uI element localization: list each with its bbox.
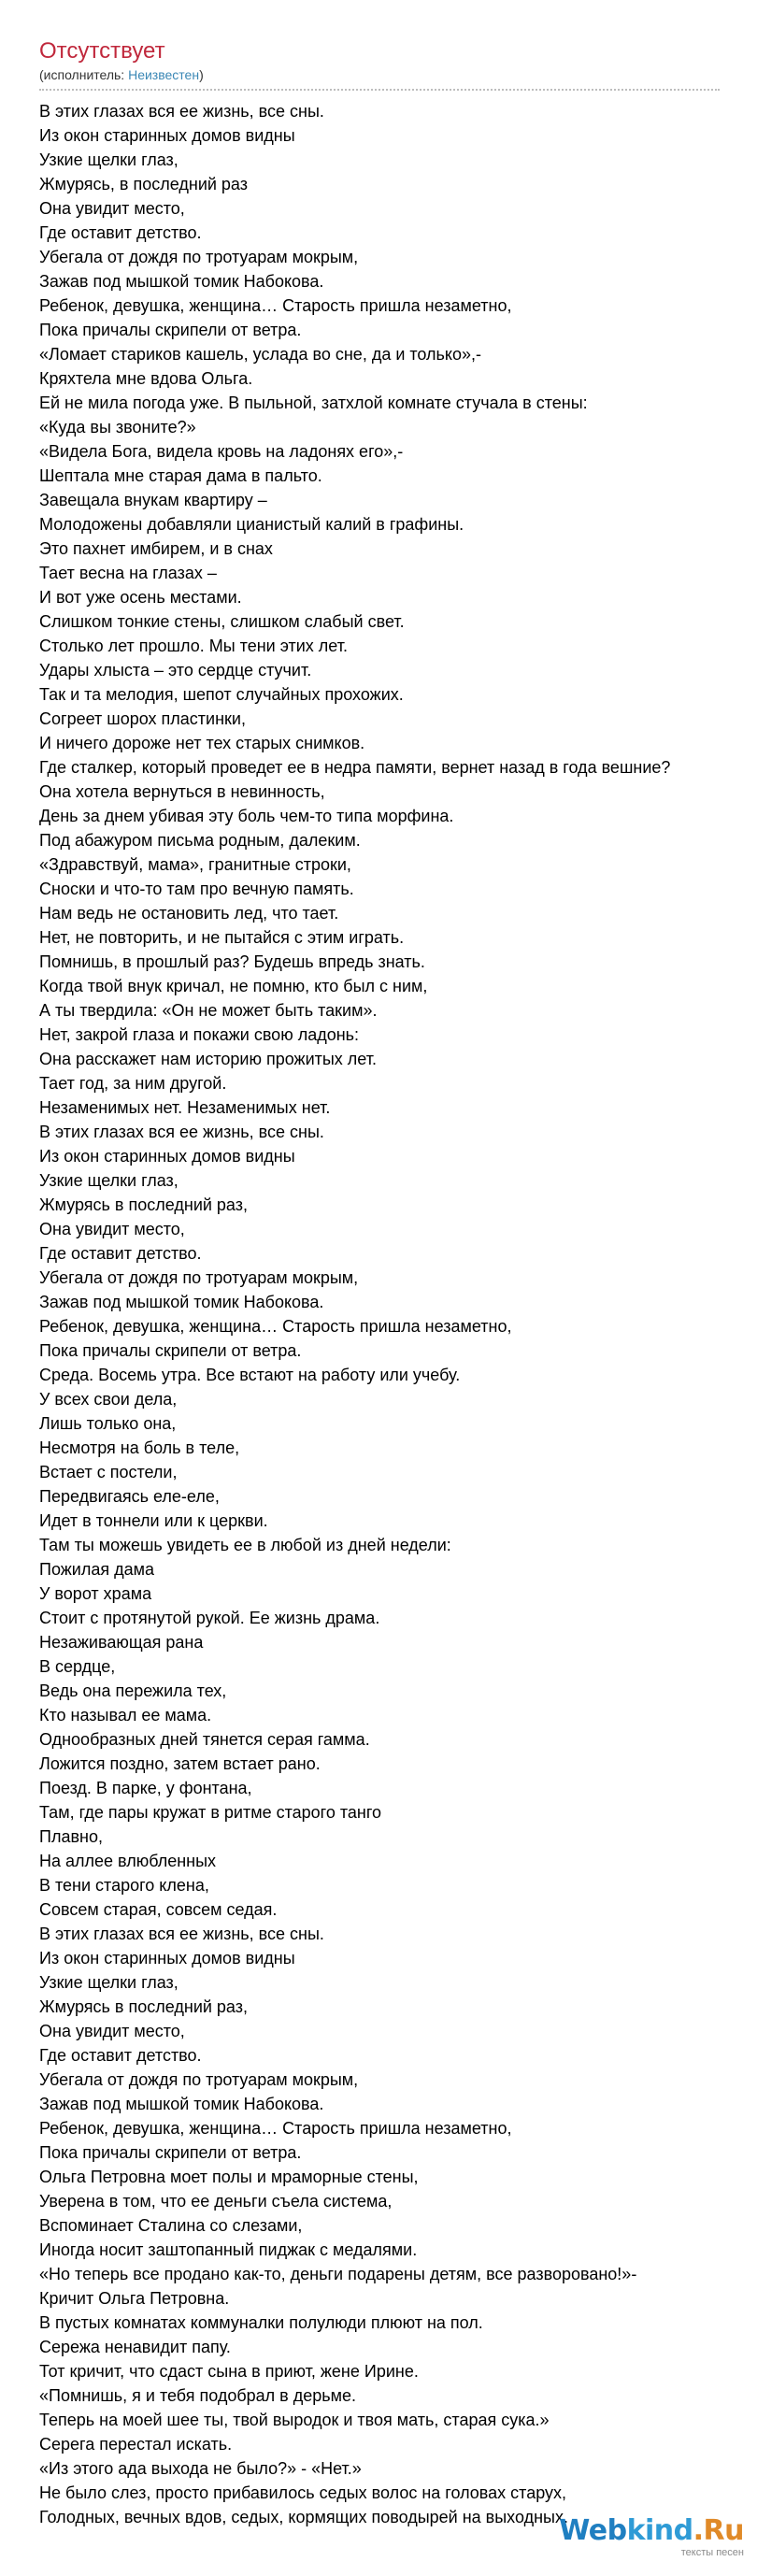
lyric-line: Она хотела вернуться в невинность,: [39, 782, 325, 801]
lyric-line: Среда. Восемь утра. Все встают на работу или учебу.: [39, 1366, 461, 1384]
lyric-line: Пока причалы скрипели от ветра.: [39, 2143, 302, 2162]
lyric-line: Ведь она пережила тех,: [39, 1682, 227, 1700]
lyric-line: Узкие щелки глаз,: [39, 150, 179, 169]
site-logo[interactable]: [559, 2514, 744, 2559]
lyric-line: Жмурясь в последний раз,: [39, 1997, 248, 2016]
lyric-line: Из окон старинных домов видны: [39, 126, 295, 145]
lyric-line: Ложится поздно, затем встает рано.: [39, 1754, 321, 1773]
lyric-line: Тает год, за ним другой.: [39, 1074, 227, 1093]
lyric-line: «Из этого ада выхода не было?» - «Нет.»: [39, 2459, 362, 2478]
lyric-line: Нет, закрой глаза и покажи свою ладонь:: [39, 1025, 360, 1044]
lyrics-text: [39, 99, 757, 2529]
lyric-line: Теперь на моей шее ты, твой выродок и твоя мать, старая сука.»: [39, 2411, 550, 2429]
lyric-line: Кряхтела мне вдова Ольга.: [39, 369, 253, 388]
lyric-line: В сердце,: [39, 1657, 116, 1676]
lyric-line: Кто называл ее мама.: [39, 1706, 212, 1724]
lyric-line: У всех свои дела,: [39, 1390, 178, 1409]
lyric-line: Где оставит детство.: [39, 1244, 202, 1263]
lyric-line: Завещала внукам квартиру –: [39, 491, 267, 509]
lyric-line: В этих глазах вся ее жизнь, все сны.: [39, 102, 324, 121]
lyric-line: Она увидит место,: [39, 2022, 185, 2040]
lyric-line: Зажав под мышкой томик Набокова.: [39, 2095, 324, 2113]
lyric-line: Она расскажет нам историю прожитых лет.: [39, 1050, 377, 1068]
lyric-line: Совсем старая, совсем седая.: [39, 1900, 278, 1919]
lyric-line: Столько лет прошло. Мы тени этих лет.: [39, 637, 348, 655]
logo-wordmark: [559, 2514, 744, 2548]
lyric-line: Зажав под мышкой томик Набокова.: [39, 1293, 324, 1311]
lyric-line: Это пахнет имбирем, и в снах: [39, 539, 273, 558]
logo-part-web: Web: [559, 2514, 627, 2547]
header-divider: [39, 89, 720, 91]
lyric-line: Из окон старинных домов видны: [39, 1147, 295, 1166]
lyric-line: Кричит Ольга Петровна.: [39, 2289, 230, 2308]
lyric-line: Где оставит детство.: [39, 223, 202, 242]
lyric-line: День за днем убивая эту боль чем-то типа морфина.: [39, 807, 454, 825]
lyric-line: В этих глазах вся ее жизнь, все сны.: [39, 1123, 324, 1141]
lyric-line: Убегала от дождя по тротуарам мокрым,: [39, 2070, 359, 2089]
logo-part-ru: .Ru: [693, 2514, 744, 2547]
lyric-line: Узкие щелки глаз,: [39, 1973, 179, 1992]
lyric-line: Сноски и что-то там про вечную память.: [39, 880, 354, 898]
lyric-line: Убегала от дождя по тротуарам мокрым,: [39, 248, 359, 266]
lyric-line: Незаживающая рана: [39, 1633, 204, 1652]
lyric-line: Убегала от дождя по тротуарам мокрым,: [39, 1268, 359, 1287]
lyric-line: И ничего дороже нет тех старых снимков.: [39, 734, 365, 752]
lyric-line: Плавно,: [39, 1827, 103, 1846]
lyric-line: А ты твердила: «Он не может быть таким».: [39, 1001, 378, 1020]
lyric-line: Иногда носит заштопанный пиджак с медалями.: [39, 2240, 418, 2259]
logo-tagline: тексты песен: [680, 2547, 744, 2558]
lyric-line: Где оставит детство.: [39, 2046, 202, 2065]
lyric-line: Так и та мелодия, шепот случайных прохожих.: [39, 685, 404, 704]
lyric-line: Где сталкер, который проведет ее в недра памяти, вернет назад в года вешние?: [39, 758, 671, 777]
lyric-line: В тени старого клена,: [39, 1876, 209, 1895]
performer-link[interactable]: Неизвестен: [128, 67, 200, 82]
lyric-line: «Здравствуй, мама», гранитные строки,: [39, 855, 351, 874]
lyric-line: Незаменимых нет. Незаменимых нет.: [39, 1098, 331, 1117]
performer-prefix: (исполнитель:: [39, 67, 129, 82]
lyric-line: Ребенок, девушка, женщина… Старость пришла незаметно,: [39, 296, 512, 315]
lyric-line: Она увидит место,: [39, 199, 185, 218]
lyric-line: Жмурясь, в последний раз: [39, 175, 248, 193]
lyric-line: Там ты можешь увидеть ее в любой из дней недели:: [39, 1536, 451, 1554]
lyric-line: Там, где пары кружат в ритме старого танго: [39, 1803, 382, 1822]
lyric-line: И вот уже осень местами.: [39, 588, 242, 607]
lyric-line: Вспоминает Сталина со слезами,: [39, 2216, 303, 2235]
lyric-line: Пока причалы скрипели от ветра.: [39, 321, 302, 339]
lyric-line: Удары хлыста – это сердце стучит.: [39, 661, 312, 680]
lyric-line: «Но теперь все продано как-то, деньги подарены детям, все разворовано!»-: [39, 2265, 637, 2283]
lyric-line: В пустых комнатах коммуналки полулюди плюют на пол.: [39, 2313, 483, 2332]
lyric-line: Ребенок, девушка, женщина… Старость пришла незаметно,: [39, 2119, 512, 2138]
lyric-line: Пожилая дама: [39, 1560, 155, 1579]
lyric-line: Лишь только она,: [39, 1414, 177, 1433]
lyric-line: Узкие щелки глаз,: [39, 1171, 179, 1190]
performer-line: [39, 65, 720, 84]
lyric-line: Из окон старинных домов видны: [39, 1949, 295, 1968]
lyric-line: Тот кричит, что сдаст сына в приют, жене Ирине.: [39, 2362, 419, 2381]
lyric-line: Она увидит место,: [39, 1220, 185, 1238]
lyric-line: Когда твой внук кричал, не помню, кто был с ним,: [39, 977, 428, 995]
lyric-line: Уверена в том, что ее деньги съела система,: [39, 2192, 393, 2211]
performer-suffix: ): [199, 67, 204, 82]
lyric-line: Ей не мила погода уже. В пыльной, затхлой комнате стучала в стены:: [39, 394, 588, 412]
lyric-line: «Видела Бога, видела кровь на ладонях его»,-: [39, 442, 404, 461]
lyric-line: Серега перестал искать.: [39, 2435, 233, 2454]
lyric-line: Нам ведь не остановить лед, что тает.: [39, 904, 339, 923]
lyric-line: На аллее влюбленных: [39, 1852, 217, 1870]
lyric-line: Голодных, вечных вдов, седых, кормящих поводырей на выходных.: [39, 2508, 568, 2526]
lyric-line: Идет в тоннели или к церкви.: [39, 1511, 268, 1530]
lyric-line: Ольга Петровна моет полы и мраморные стены,: [39, 2168, 419, 2186]
lyric-line: Шептала мне старая дама в пальто.: [39, 466, 322, 485]
lyric-line: Тает весна на глазах –: [39, 564, 217, 582]
lyric-line: У ворот храма: [39, 1584, 152, 1603]
lyric-line: Встает с постели,: [39, 1463, 178, 1481]
lyric-line: Слишком тонкие стены, слишком слабый свет.: [39, 612, 405, 631]
lyric-line: Зажав под мышкой томик Набокова.: [39, 272, 324, 291]
lyric-line: Не было слез, просто прибавилось седых волос на головах старух,: [39, 2483, 567, 2502]
lyric-line: «Ломает стариков кашель, услада во сне, да и только»,-: [39, 345, 482, 364]
lyric-line: «Помнишь, я и тебя подобрал в дерьме.: [39, 2386, 357, 2405]
lyric-line: Нет, не повторить, и не пытайся с этим играть.: [39, 928, 405, 947]
lyric-line: Передвигаясь еле-еле,: [39, 1487, 220, 1506]
lyric-line: Ребенок, девушка, женщина… Старость пришла незаметно,: [39, 1317, 512, 1336]
lyric-line: Поезд. В парке, у фонтана,: [39, 1779, 252, 1797]
logo-part-kind: kind: [626, 2514, 693, 2547]
lyric-line: Помнишь, в прошлый раз? Будешь впредь знать.: [39, 952, 425, 971]
lyric-line: Пока причалы скрипели от ветра.: [39, 1341, 302, 1360]
lyric-line: Под абажуром письма родным, далеким.: [39, 831, 361, 850]
lyric-line: Несмотря на боль в теле,: [39, 1438, 240, 1457]
lyric-line: Сережа ненавидит папу.: [39, 2338, 231, 2356]
lyric-line: Стоит с протянутой рукой. Ее жизнь драма.: [39, 1609, 380, 1627]
lyric-line: В этих глазах вся ее жизнь, все сны.: [39, 1925, 324, 1943]
lyric-line: Молодожены добавляли цианистый калий в графины.: [39, 515, 464, 534]
page-header: [39, 37, 720, 98]
lyric-line: Жмурясь в последний раз,: [39, 1195, 248, 1214]
song-title: Отсутствует: [39, 38, 165, 64]
lyric-line: «Куда вы звоните?»: [39, 418, 196, 436]
lyric-line: Однообразных дней тянется серая гамма.: [39, 1730, 370, 1749]
lyric-line: Согреет шорох пластинки,: [39, 709, 246, 728]
